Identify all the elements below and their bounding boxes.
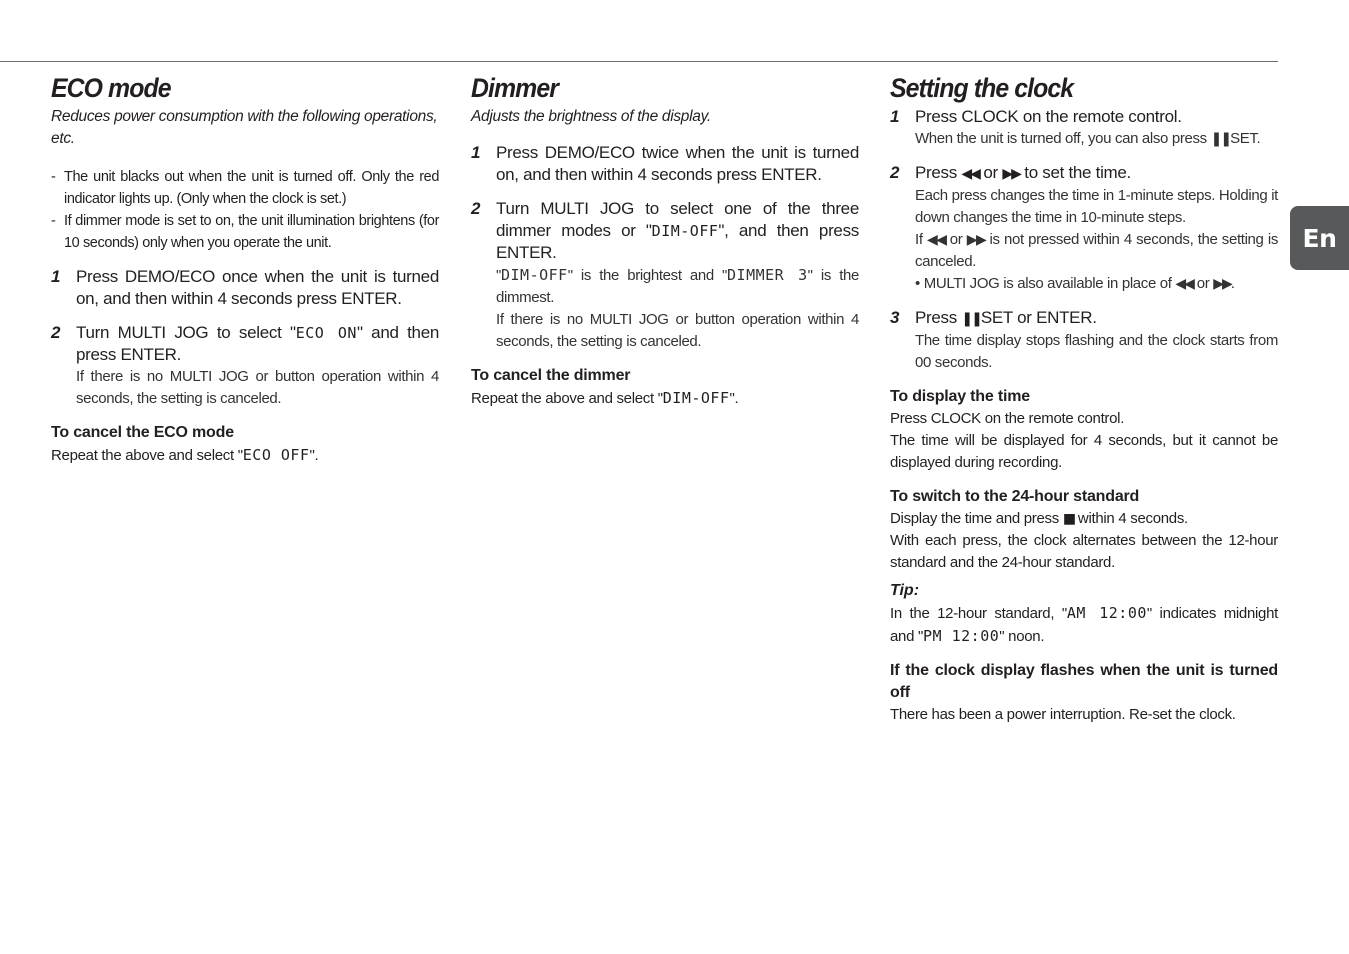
list-item: - If dimmer mode is set to on, the unit illumination brightens (for 10 seconds) only when you operate the unit. (51, 213, 439, 251)
clock-title: Setting the clock (890, 73, 1074, 103)
stop-icon: ■ (1062, 511, 1075, 527)
clock-step-3: 3 Press ❚❚SET or ENTER. The time display stops flashing and the clock starts from 00 seconds. (890, 308, 1278, 371)
dimmer-section (471, 70, 859, 410)
pause-icon: ❚❚ (961, 311, 981, 327)
clock-step-2: 2 Press ◀◀ or ▶▶ to set the time. Each press changes the time in 1-minute steps. Holding it down changes the time in 10-minute steps. If ◀◀ or ▶▶ is not pressed within 4 seconds, the setting is canceled. • MULTI JOG is also available in place of ◀◀ or ▶▶. (890, 163, 1278, 292)
tip-heading: Tip: (890, 582, 920, 599)
display-time-heading: To display the time (890, 388, 1030, 405)
clock-flash-heading: If the clock display flashes when the unit is turned off (890, 662, 1278, 701)
switch-24h-heading: To switch to the 24-hour standard (890, 488, 1140, 505)
dimmer-step-2: 2 Turn MULTI JOG to select one of the three dimmer modes or "DIM-OFF", and then press ENTER. "DIM-OFF" is the brightest and "DIMMER 3" is the dimmest. If there is no MULTI JOG or button operation within 4 seconds, the setting is canceled. (471, 199, 859, 350)
dimmer-step-1: 1 Press DEMO/ECO twice when the unit is turned on, and then within 4 seconds press ENTER. (471, 143, 859, 184)
pause-icon: ❚❚ (1210, 131, 1231, 147)
rewind-icon: ◀◀ (961, 166, 979, 182)
list-item: - The unit blacks out when the unit is turned off. Only the red indicator lights up. (Only when the clock is set.) (51, 169, 439, 207)
clock-section: Setting the clock 1 Press CLOCK on the remote control. When the unit is turned off, you can also press ❚❚SET. 2 Press ◀◀ or ▶▶ to set the time. Each press changes the time in 1-minute steps. Holding it down changes the time in 10-minute steps. If ◀◀ or ▶▶ is not pressed within 4 seconds, the setting is canceled. • MULTI JOG is also available in place of ◀◀ or ▶▶. 3 Press ❚❚SET or ENTER. The time display stops flashing and the clock starts from 00 seconds. To display the time Press CLOCK on the remote control. The time will be displayed for 4 seconds, but it cannot be displayed during recording. To switch to the 24-hour standard Display the time and press ■ within 4 seconds. With each press, the clock alternates between the 12-hour standard and the 24-hour standard. Tip: In the 12-hour standard, "AM 12:00" indicates midnight and "PM 12:00" noon. If the clock display flashes when the unit is turned off There has been a power interruption. Re-set the clock. (890, 70, 1278, 726)
eco-mode-title: ECO mode (51, 73, 171, 103)
dimmer-cancel-body: Repeat the above and select "DIM-OFF". (471, 389, 739, 407)
fast-forward-icon: ▶▶ (1213, 276, 1231, 292)
clock-step-1: 1 Press CLOCK on the remote control. When the unit is turned off, you can also press ❚❚SET. (890, 107, 1261, 147)
dimmer-subtitle: Adjusts the brightness of the display. (471, 108, 711, 125)
eco-step-2: 2 Turn MULTI JOG to select "ECO ON" and then press ENTER. If there is no MULTI JOG or button operation within 4 seconds, the setting is canceled. (51, 323, 440, 407)
rewind-icon: ◀◀ (1175, 276, 1193, 292)
language-tab: En (1290, 206, 1349, 270)
eco-cancel-body: Repeat the above and select "ECO OFF". (51, 446, 319, 464)
tip-body: In the 12-hour standard, "AM 12:00" indicates midnight and "PM 12:00" noon. (890, 604, 1278, 645)
rewind-icon: ◀◀ (926, 232, 946, 248)
fast-forward-icon: ▶▶ (1002, 166, 1020, 182)
eco-cancel-heading: To cancel the ECO mode (51, 424, 234, 441)
lcd-text: ECO ON (295, 324, 357, 342)
dimmer-cancel-heading: To cancel the dimmer (471, 367, 631, 384)
fast-forward-icon: ▶▶ (966, 232, 986, 248)
dimmer-title: Dimmer (471, 73, 558, 103)
eco-mode-notes (51, 166, 439, 254)
eco-step-1: 1 Press DEMO/ECO once when the unit is turned on, and then within 4 seconds press ENTER. (51, 267, 439, 308)
header-rule (0, 61, 1278, 62)
eco-mode-subtitle: Reduces power consumption with the following operations, etc. (51, 108, 438, 147)
eco-mode-section (51, 70, 439, 467)
